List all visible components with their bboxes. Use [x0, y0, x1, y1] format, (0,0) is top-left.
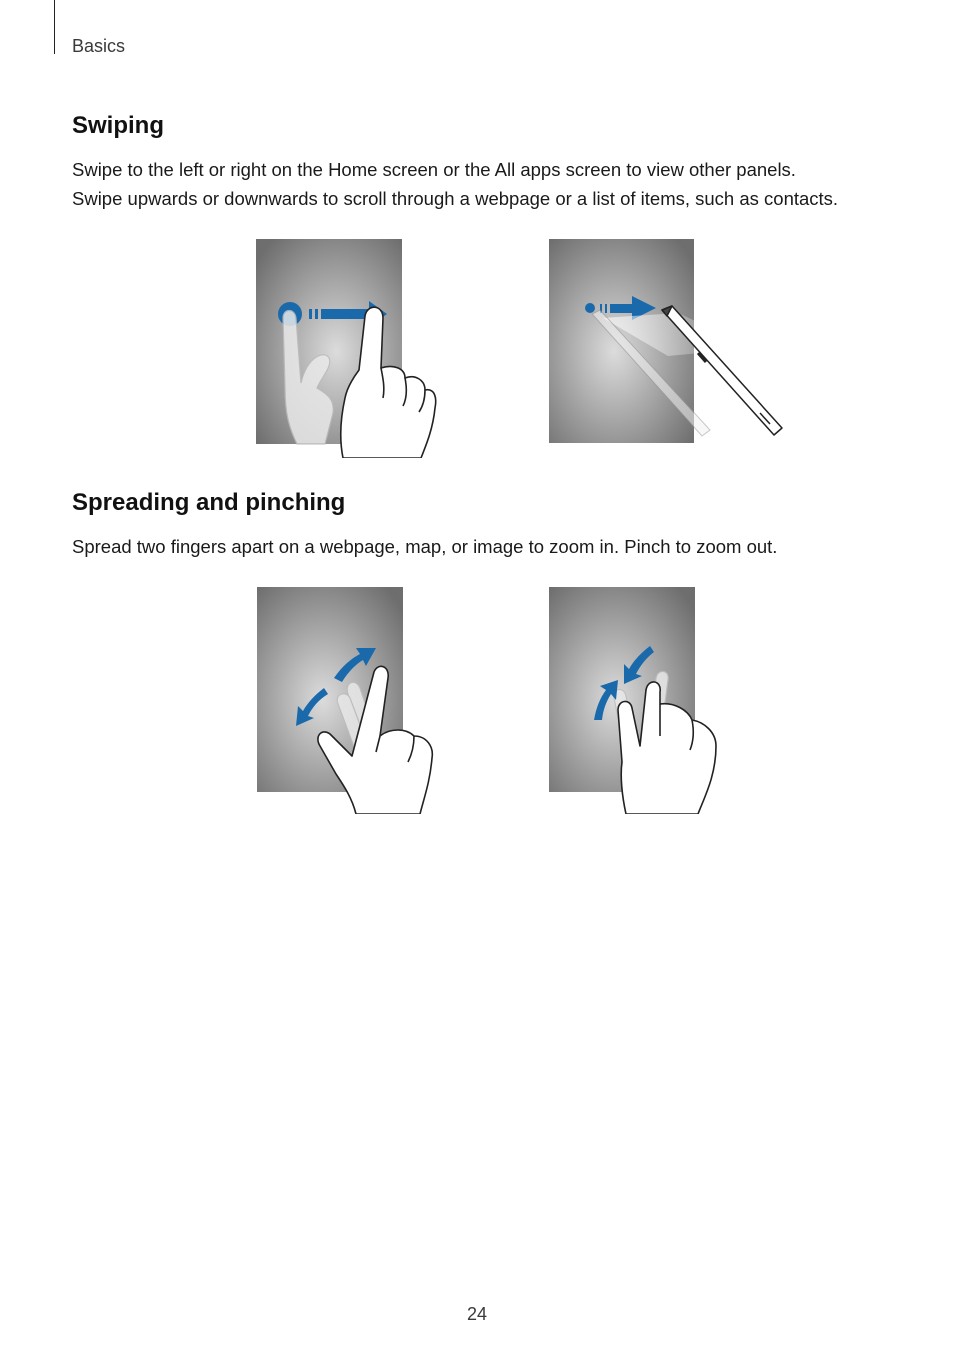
pen-swipe-illustration [548, 238, 788, 444]
spreading-line-1: Spread two fingers apart on a webpage, map, or image to zoom in. Pinch to zoom out. [72, 536, 778, 557]
page-number: 24 [466, 1304, 488, 1324]
section-title-spreading: Spreading and pinching [72, 489, 346, 516]
section-title-swiping: Swiping [72, 112, 164, 139]
touch-point [585, 303, 595, 313]
header-rule [54, 0, 55, 54]
swiping-line-1: Swipe to the left or right on the Home screen or the All apps screen to view other panels. [72, 159, 796, 180]
finger-swipe-illustration [255, 238, 440, 458]
swiping-description [72, 155, 892, 213]
swiping-line-2: Swipe upwards or downwards to scroll through a webpage or a list of items, such as contacts. [72, 188, 839, 209]
spread-illustration [256, 586, 441, 814]
running-head: Basics [72, 36, 126, 56]
spreading-description [72, 532, 892, 561]
pinch-illustration [548, 586, 728, 814]
